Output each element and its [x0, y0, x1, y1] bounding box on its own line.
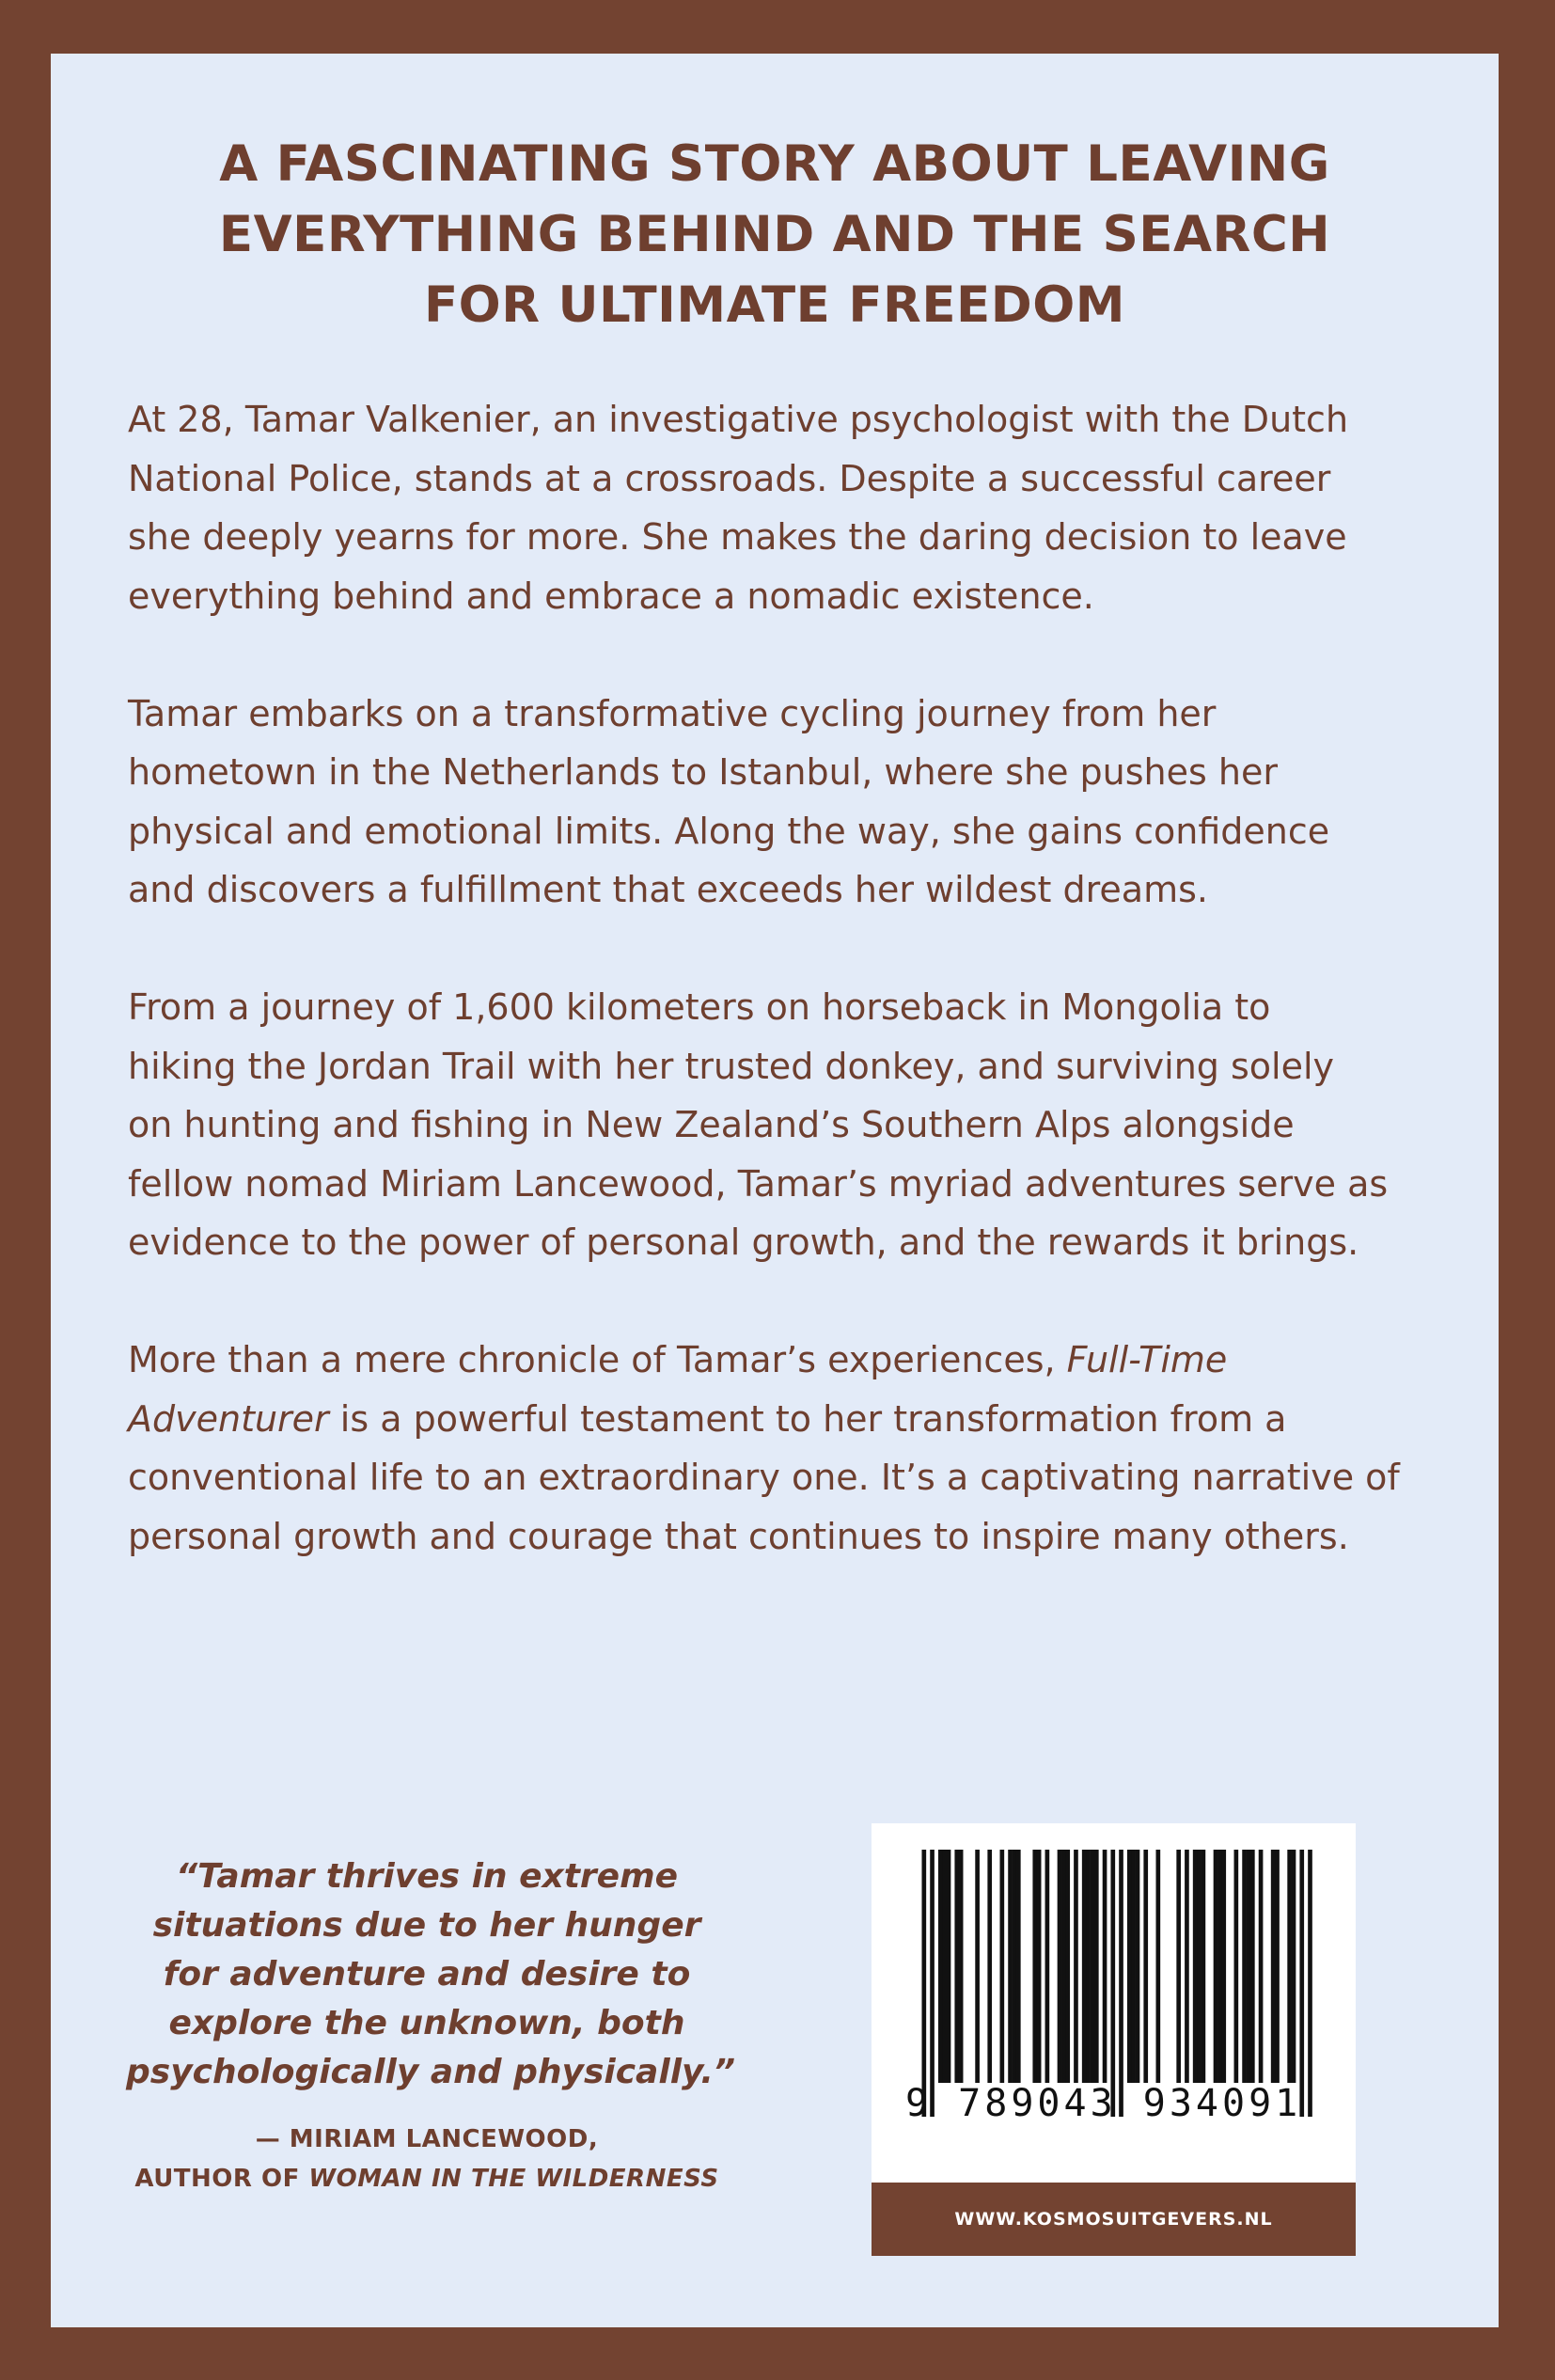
barcode-bar	[1032, 1850, 1037, 2083]
back-cover	[51, 54, 1499, 2327]
blurb-paragraph-4	[128, 1331, 1416, 1566]
barcode-bar	[930, 1850, 935, 2117]
barcode-bar	[1094, 1850, 1099, 2083]
blurb-line: National Police, stands at a crossroads. Despite a successful career	[128, 457, 1331, 499]
barcode-bar	[947, 1850, 951, 2083]
blurb-line: hometown in the Netherlands to Istanbul, where she pushes her	[128, 751, 1278, 793]
quote-line: situations due to her hunger	[152, 1906, 701, 1945]
blurb-text: More than a mere chronicle of Tamar’s experiences,	[128, 1339, 1067, 1380]
blurb-line: From a journey of 1,600 kilometers on horseback in Mongolia to	[128, 986, 1271, 1028]
blurb-line: physical and emotional limits. Along the way, she gains confidence	[128, 810, 1330, 852]
barcode-bar	[1299, 1850, 1304, 2117]
barcode-bar	[1143, 1850, 1148, 2083]
blurb-line: on hunting and fishing in New Zealand’s Southern Alps alongside	[128, 1104, 1295, 1145]
headline-line: EVERYTHING BEHIND AND THE SEARCH	[218, 206, 1331, 263]
barcode-bar	[1016, 1850, 1021, 2083]
barcode-bar	[1217, 1850, 1222, 2083]
book-title-part-1: Full-Time	[1066, 1339, 1228, 1380]
barcode-bar	[959, 1850, 964, 2083]
headline	[126, 129, 1423, 340]
attribution-name: — MIRIAM LANCEWOOD,	[255, 2125, 599, 2153]
blurb-line: conventional life to an extraordinary one. It’s a captivating narrative of	[128, 1457, 1400, 1498]
barcode-bar	[1061, 1850, 1066, 2083]
barcode-bar	[1250, 1850, 1255, 2083]
barcode-bar	[999, 1850, 1004, 2083]
attribution-role	[126, 2159, 728, 2199]
barcode-bar	[1247, 1850, 1251, 2083]
barcode-bar	[1275, 1850, 1280, 2083]
barcode-bar	[987, 1850, 992, 2083]
quote-line: psychologically and physically.”	[126, 2053, 736, 2091]
attribution-prefix: AUTHOR OF	[134, 2165, 309, 2193]
barcode-bar	[1259, 1850, 1264, 2083]
blurb-paragraph-2	[128, 685, 1416, 920]
barcode-bar	[975, 1850, 980, 2083]
barcode-bar	[1214, 1850, 1218, 2083]
barcode-bar	[1103, 1850, 1107, 2083]
barcode-bar	[1242, 1850, 1247, 2083]
barcode-bar	[1271, 1850, 1276, 2083]
quote-line: for adventure and desire to	[163, 1955, 691, 1994]
blurb-line: Tamar embarks on a transformative cycling journey from her	[128, 692, 1217, 734]
barcode-bar	[1127, 1850, 1132, 2083]
barcode-bar	[1136, 1850, 1140, 2083]
blurb-line: personal growth and courage that continues to inspire many others.	[128, 1515, 1349, 1557]
blurb-line: hiking the Jordan Trail with her trusted donkey, and surviving solely	[128, 1045, 1335, 1087]
barcode-bar	[1065, 1850, 1070, 2083]
barcode-bar	[1287, 1850, 1292, 2083]
barcode-bar	[1176, 1850, 1181, 2083]
barcode-bar	[1221, 1850, 1226, 2083]
blurb-paragraph-1	[128, 390, 1416, 625]
attribution-book-title: WOMAN IN THE WILDERNESS	[308, 2165, 719, 2193]
barcode-bar	[1082, 1850, 1087, 2083]
blurb	[128, 390, 1416, 1625]
endorsement-quote	[126, 1852, 736, 2097]
barcode-bar	[1008, 1850, 1013, 2083]
barcode-bar	[1202, 1850, 1206, 2083]
barcode-bar	[1292, 1850, 1296, 2083]
book-title-part-2: Adventurer	[128, 1397, 329, 1440]
blurb-line: evidence to the power of personal growth, and the rewards it brings.	[128, 1222, 1359, 1263]
headline-line: A FASCINATING STORY ABOUT LEAVING	[219, 135, 1330, 193]
barcode-bar	[1045, 1850, 1050, 2083]
barcode-bar	[1234, 1850, 1239, 2083]
barcode-bar	[1119, 1850, 1123, 2117]
blurb-line: everything behind and embrace a nomadic existence.	[128, 575, 1094, 617]
blurb-line	[128, 1390, 1416, 1449]
barcode-bar	[1091, 1850, 1095, 2083]
barcode-bar	[1110, 1850, 1115, 2117]
barcode-bar	[1308, 1850, 1312, 2117]
barcode-bar	[1193, 1850, 1198, 2083]
headline-line: FOR ULTIMATE FREEDOM	[423, 276, 1126, 334]
barcode-bar	[938, 1850, 943, 2083]
isbn-barcode	[872, 1823, 1356, 2183]
barcode-bar	[1156, 1850, 1161, 2083]
barcode-bar	[921, 1850, 926, 2117]
blurb-paragraph-3	[128, 978, 1416, 1272]
blurb-line	[128, 1331, 1416, 1390]
blurb-line: fellow nomad Miriam Lancewood, Tamar’s myriad adventures serve as	[128, 1162, 1389, 1205]
blurb-line: and discovers a fulfillment that exceeds her wildest dreams.	[128, 869, 1208, 910]
barcode-bar	[1013, 1850, 1017, 2083]
publisher-website: WWW.KOSMOSUITGEVERS.NL	[872, 2183, 1356, 2256]
quote-line: explore the unknown, both	[168, 2004, 685, 2042]
isbn-number: 9 789043 934091	[905, 2082, 1302, 2125]
barcode-bar	[954, 1850, 959, 2083]
barcode-bars	[905, 1850, 1328, 2117]
endorsement	[126, 1852, 736, 2199]
blurb-text: is a powerful testament to her transformation from a	[328, 1397, 1287, 1440]
quote-line: “Tamar thrives in extreme	[175, 1857, 679, 1896]
barcode-bar	[942, 1850, 947, 2083]
blurb-line: At 28, Tamar Valkenier, an investigative psychologist with the Dutch	[128, 399, 1349, 440]
endorsement-attribution	[126, 2120, 728, 2199]
barcode-bar	[1131, 1850, 1136, 2083]
barcode-bar	[1086, 1850, 1091, 2083]
barcode-bar	[1058, 1850, 1062, 2083]
barcode-bar	[1197, 1850, 1202, 2083]
blurb-line: she deeply yearns for more. She makes the daring decision to leave	[128, 516, 1347, 558]
barcode-bar	[1074, 1850, 1078, 2083]
barcode-bar	[1037, 1850, 1042, 2083]
barcode-bar	[1185, 1850, 1189, 2083]
